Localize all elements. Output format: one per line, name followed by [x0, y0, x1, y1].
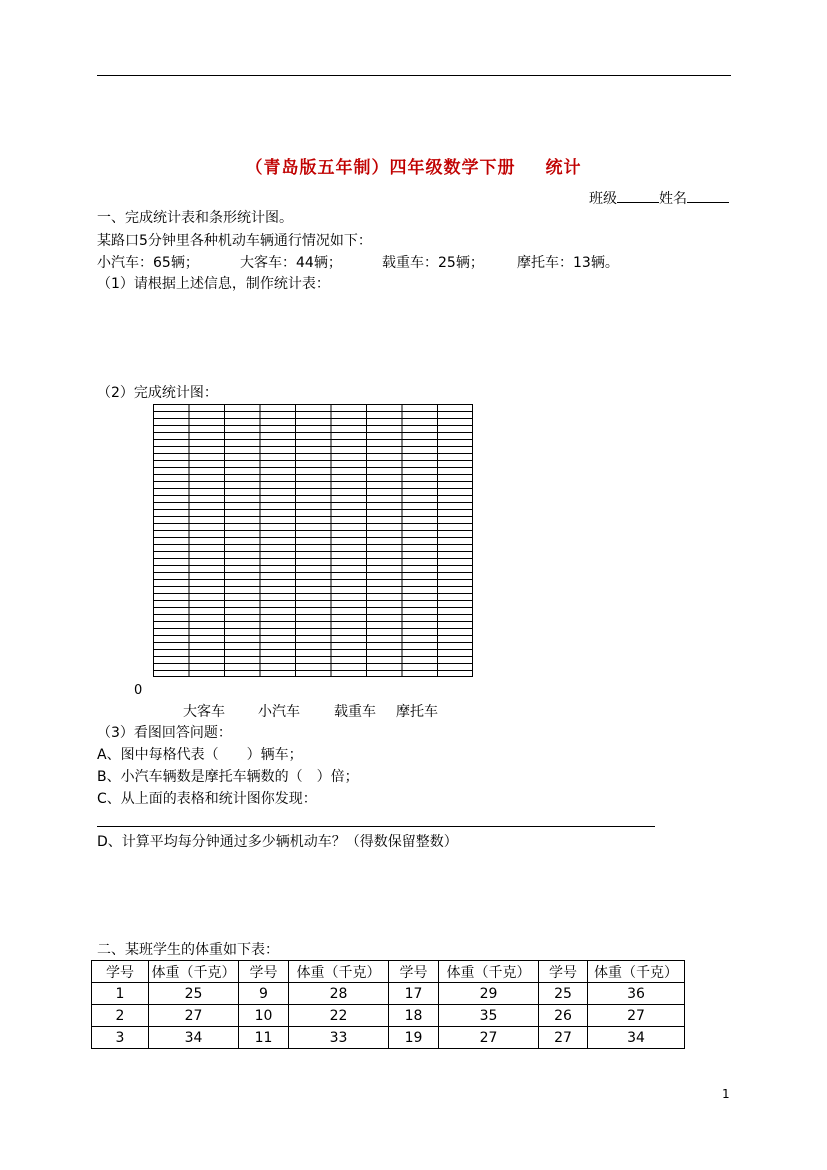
- table-cell: 2: [92, 1005, 149, 1027]
- class-label: 班级: [589, 191, 617, 207]
- table-cell: 11: [239, 1027, 289, 1049]
- table-cell: 10: [239, 1005, 289, 1027]
- table-cell: 1: [92, 983, 149, 1005]
- table-cell: 28: [289, 983, 389, 1005]
- table-cell: 9: [239, 983, 289, 1005]
- table-cell: 18: [389, 1005, 439, 1027]
- question-3b: B、小汽车辆数是摩托车辆数的（ ）倍；: [97, 769, 359, 785]
- bar-chart-grid[interactable]: [153, 404, 473, 677]
- question-3c: C、从上面的表格和统计图你发现：: [97, 791, 317, 807]
- header-weight: 体重（千克）: [588, 961, 685, 983]
- table-header-row: [92, 961, 685, 983]
- table-cell: 25: [539, 983, 588, 1005]
- category-label-bus: 大客车: [183, 704, 225, 720]
- page-title: [0, 153, 827, 178]
- section1-intro: 某路口5分钟里各种机动车辆通行情况如下：: [97, 233, 372, 249]
- table-cell: 29: [439, 983, 539, 1005]
- table-cell: 27: [539, 1027, 588, 1049]
- table-cell: 27: [149, 1005, 239, 1027]
- axis-zero-label: 0: [134, 683, 143, 698]
- table-cell: 34: [149, 1027, 239, 1049]
- category-label-truck: 载重车: [334, 704, 376, 720]
- header-rule: [97, 75, 731, 76]
- question-3a: A、图中每格代表（ ）辆车；: [97, 747, 303, 763]
- title-main: （青岛版五年制）四年级数学下册: [245, 158, 516, 178]
- header-weight: 体重（千克）: [439, 961, 539, 983]
- table-cell: 19: [389, 1027, 439, 1049]
- table-row: [92, 1005, 685, 1027]
- header-id: 学号: [539, 961, 588, 983]
- name-blank[interactable]: [687, 190, 729, 203]
- vehicle-truck: 载重车：25辆；: [382, 255, 484, 271]
- class-name-line: [589, 188, 729, 208]
- category-label-motorcycle: 摩托车: [396, 704, 438, 720]
- vehicle-car: 小汽车：65辆；: [97, 255, 199, 271]
- table-row: [92, 983, 685, 1005]
- table-cell: 26: [539, 1005, 588, 1027]
- table-cell: 3: [92, 1027, 149, 1049]
- header-weight: 体重（千克）: [289, 961, 389, 983]
- header-id: 学号: [239, 961, 289, 983]
- question-2: （2）完成统计图：: [97, 385, 218, 401]
- answer-line[interactable]: [97, 826, 655, 827]
- table-cell: 33: [289, 1027, 389, 1049]
- vehicle-bus: 大客车：44辆；: [240, 255, 342, 271]
- vehicle-motorcycle: 摩托车：13辆。: [517, 255, 619, 271]
- section2-heading: 二、某班学生的体重如下表：: [97, 942, 279, 958]
- question-3: （3）看图回答问题：: [97, 725, 232, 741]
- question-1: （1）请根据上述信息，制作统计表：: [97, 276, 330, 292]
- table-row: [92, 1027, 685, 1049]
- header-weight: 体重（千克）: [149, 961, 239, 983]
- class-blank[interactable]: [617, 190, 659, 203]
- table-cell: 17: [389, 983, 439, 1005]
- table-cell: 27: [439, 1027, 539, 1049]
- header-id: 学号: [92, 961, 149, 983]
- table-cell: 35: [439, 1005, 539, 1027]
- table-cell: 25: [149, 983, 239, 1005]
- table-cell: 36: [588, 983, 685, 1005]
- title-topic: 统计: [545, 158, 582, 178]
- section1-heading: 一、完成统计表和条形统计图。: [97, 210, 293, 226]
- category-label-car: 小汽车: [258, 704, 300, 720]
- table-cell: 27: [588, 1005, 685, 1027]
- table-cell: 22: [289, 1005, 389, 1027]
- weight-table: [91, 960, 685, 1049]
- table-cell: 34: [588, 1027, 685, 1049]
- header-id: 学号: [389, 961, 439, 983]
- question-3d: D、计算平均每分钟通过多少辆机动车？（得数保留整数）: [97, 834, 458, 850]
- page-number: 1: [722, 1087, 730, 1101]
- name-label: 姓名: [659, 191, 687, 207]
